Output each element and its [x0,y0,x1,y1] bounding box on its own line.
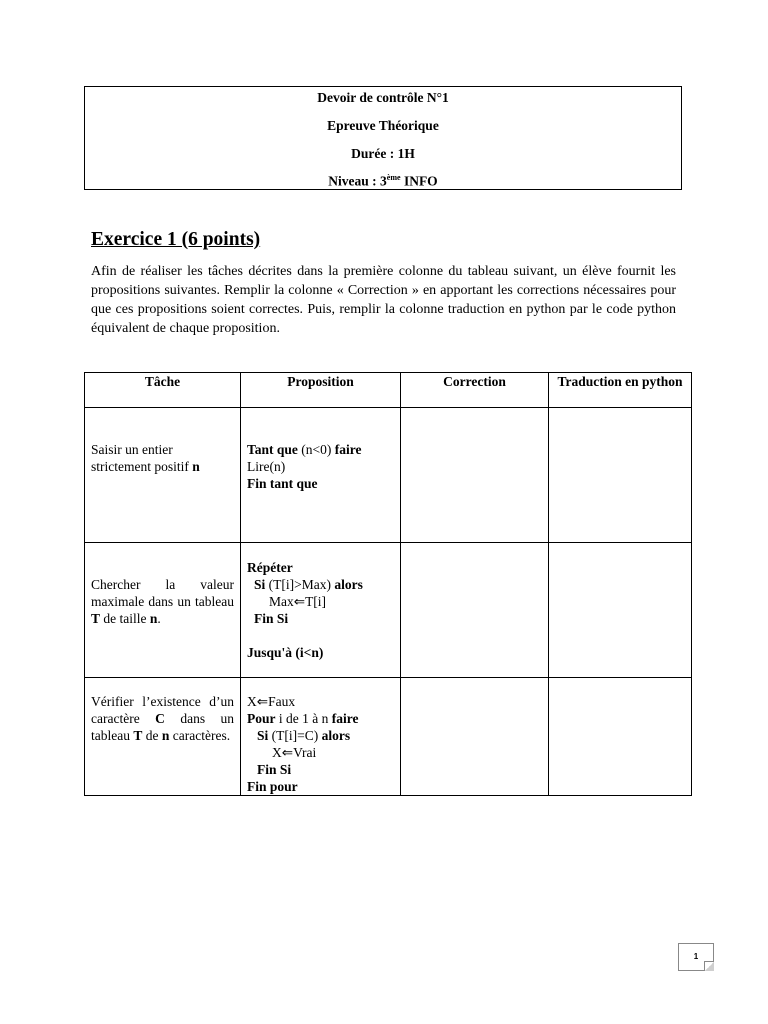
exam-title: Devoir de contrôle N°1 [317,90,449,105]
code-line: Fin tant que [247,476,318,491]
correction-cell[interactable] [401,678,549,796]
correction-cell[interactable] [401,408,549,543]
traduction-cell[interactable] [549,408,692,543]
proposition-cell [241,678,401,796]
exam-header-box [84,86,682,190]
exercise-title: Exercice 1 (6 points) [91,229,261,250]
traduction-cell[interactable] [549,678,692,796]
table-header-row [85,373,692,408]
task-table [84,372,692,796]
code-line: Si (T[i]=C) alors [257,728,351,743]
exam-duration: Durée : 1H [351,146,415,161]
proposition-cell [241,408,401,543]
proposition-cell [241,543,401,678]
table-row [85,543,692,678]
header-traduction: Traduction en python [549,373,692,408]
exam-level: Niveau : 3ème INFO [328,173,438,189]
header-tache: Tâche [85,373,241,408]
code-line: Fin pour [247,779,298,794]
code-line: X⇐Faux [247,694,296,709]
code-line: Lire(n) [247,459,286,474]
code-line: Fin Si [257,762,292,777]
code-line: Max⇐T[i] [269,594,327,609]
assign-arrow-icon: ⇐ [281,745,294,760]
assign-arrow-icon: ⇐ [256,694,269,709]
code-line: Jusqu'à (i<n) [247,645,324,660]
task-cell: Chercher la valeur maximale dans un tableau T de taille n. [85,543,241,678]
code-line: Tant que (n<0) faire [247,442,362,457]
code-line: Répéter [247,560,293,575]
page-curl-icon [704,961,714,971]
exercise-intro: Afin de réaliser les tâches décrites dans la première colonne du tableau suivant, un élève fournit les propositions suivantes. Remplir la colonne « Correction » en apportant les corrections nécessaires pour que ces propositions soient correctes. Puis, remplir la colonne traduction en python par le code python équivalent de chaque proposition. [91,264,676,336]
table-row [85,408,692,543]
code-line: Fin Si [254,611,289,626]
traduction-cell[interactable] [549,543,692,678]
header-proposition: Proposition [241,373,401,408]
assign-arrow-icon: ⇐ [293,594,306,609]
table-row [85,678,692,796]
correction-cell[interactable] [401,543,549,678]
code-line: Pour i de 1 à n faire [247,711,359,726]
task-cell: Saisir un entier strictement positif n [85,408,241,543]
page-number: 1 [678,943,714,971]
exam-type: Epreuve Théorique [327,118,439,133]
header-correction: Correction [401,373,549,408]
code-line: X⇐Vrai [272,745,317,760]
code-line: Si (T[i]>Max) alors [254,577,363,592]
task-cell: Vérifier l’existence d’un caractère C dans un tableau T de n caractères. [85,678,241,796]
